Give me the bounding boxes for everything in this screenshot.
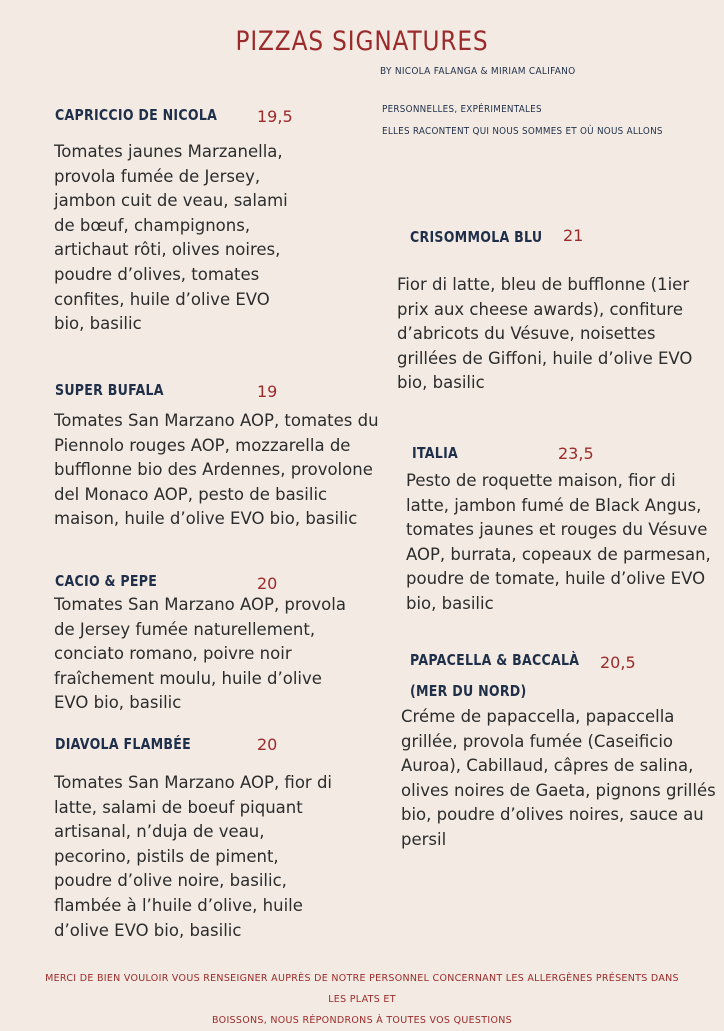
allergen-notice <box>40 968 684 1031</box>
pizza-price: 19,5 <box>257 107 293 126</box>
pizza-description: Tomates San Marzano AOP, tomates du Piennolo rouges AOP, mozzarella de bufflonne bio des Ardennes, provolone del Monaco AOP, pesto de basilic maison, huile d’olive EVO bio, basilic <box>54 411 379 529</box>
pizza-description: Tomates San Marzano AOP, fior di latte, salami de boeuf piquant artisanal, n’duja de veau, pecorino, pistils de piment, poudre d’olive noire, basilic, flambée à l’huile d’olive, huile d’olive EVO bio, basilic <box>54 773 333 940</box>
pizza-name: CACIO & PEPE <box>55 572 158 590</box>
pizza-description: Pesto de roquette maison, fior di latte, jambon fumé de Black Angus, tomates jaunes et rouges du Vésuve AOP, burrata, copeaux de parmesan, poudre de tomate, huile d’olive EVO bio, basilic <box>406 471 711 613</box>
pizza-description: Tomates jaunes Marzanella, provola fumée de Jersey, jambon cuit de veau, salami de bœuf, champignons, artichaut rôti, olives noires, poudre d’olives, tomates confites, huile d’olive EVO bio, basilic <box>54 142 288 334</box>
allergen-notice-line-2: BOISSONS, NOUS RÉPONDRONS À TOUTES VOS QUESTIONS <box>212 1015 512 1026</box>
pizza-name: PAPACELLA & BACCALÀ <box>410 651 580 669</box>
pizza-name: DIAVOLA FLAMBÉE <box>55 735 191 753</box>
pizza-subname: (MER DU NORD) <box>410 682 527 700</box>
pizza-description: Fior di latte, bleu de bufflonne (1ier prix aux cheese awards), confiture d’abricots du Vésuve, noisettes grillées de Giffoni, huile d’olive EVO bio, basilic <box>397 275 693 393</box>
pizza-price: 21 <box>563 226 584 245</box>
pizza-description: Créme de papaccella, papaccella grillée, provola fumée (Caseificio Auroa), Cabillaud, câpres de salina, olives noires de Gaeta, pignons grillés bio, poudre d’olives noires, sauce au persil <box>401 707 716 849</box>
pizza-price: 20,5 <box>600 653 636 672</box>
pizza-description: Tomates San Marzano AOP, provola de Jersey fumée naturellement, conciato romano, poivre noir fraîchement moulu, huile d’olive EVO bio, basilic <box>54 595 346 713</box>
pizza-name: CAPRICCIO DE NICOLA <box>55 106 218 124</box>
pizza-price: 23,5 <box>558 444 594 463</box>
pizza-price: 20 <box>257 574 278 593</box>
byline: BY NICOLA FALANGA & MIRIAM CALIFANO <box>380 66 576 77</box>
tagline-line-1: PERSONNELLES, EXPÉRIMENTALES <box>382 104 542 115</box>
pizza-price: 20 <box>257 735 278 754</box>
tagline-line-2: ELLES RACONTENT QUI NOUS SOMMES ET OÙ NOUS ALLONS <box>382 126 663 137</box>
pizza-name: SUPER BUFALA <box>55 381 164 399</box>
allergen-notice-line-1: MERCI DE BIEN VOULOIR VOUS RENSEIGNER AUPRÈS DE NOTRE PERSONNEL CONCERNANT LES ALLERGÈNES PRÉSENTS DANS LES PLATS ET <box>45 973 679 1005</box>
pizza-name: CRISOMMOLA BLU <box>410 228 543 246</box>
pizza-name: ITALIA <box>412 444 459 462</box>
pizza-price: 19 <box>257 382 278 401</box>
page-title: PIZZAS SIGNATURES <box>235 26 489 57</box>
